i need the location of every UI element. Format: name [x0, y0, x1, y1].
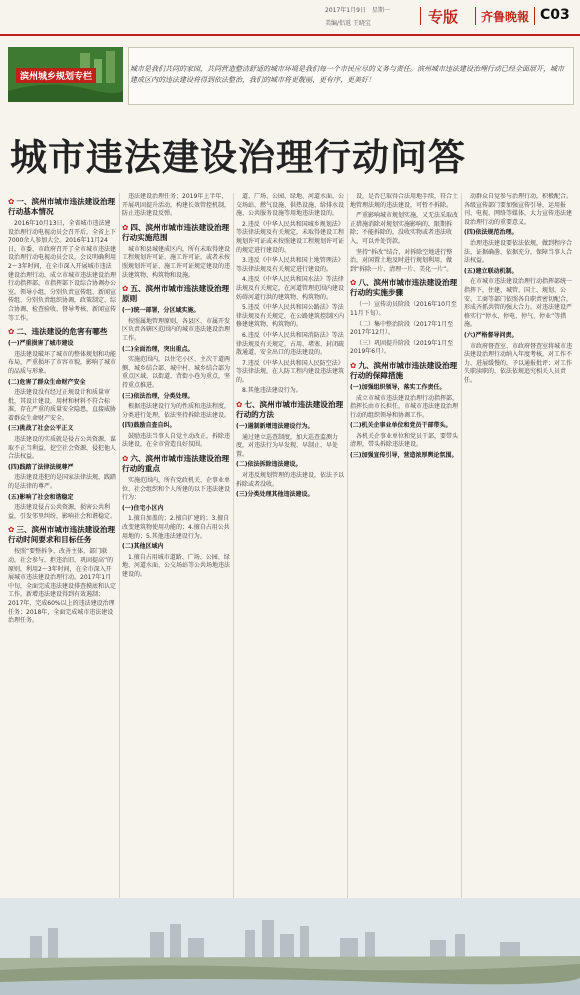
subheading: (四)践踏了法律法规尊严: [8, 463, 74, 471]
paragraph: （二）集中整治阶段（2017年1月至2017年12月）。: [350, 320, 454, 337]
paragraph: 城市和县城建成区内，所有未取得建设工程规划许可证、施工许可证，或者未按照规划许可证、施工许可证规定建设的违法建筑物、构筑物和设施。: [122, 245, 230, 279]
paragraph: 3.违反《中华人民共和国土地管理法》等法律法规及有关规定进行建设的。: [236, 257, 344, 273]
flower-bullet-icon: ✿: [122, 454, 129, 464]
section-heading: [236, 400, 344, 420]
section-heading: [122, 454, 230, 474]
paragraph: 设，是否已取得合法用地手续，符合土地管理法规的违法建设，可暂不拆除。: [350, 193, 458, 209]
article-column-5: [464, 193, 572, 898]
paragraph: 8.其他违法建设行为。: [242, 387, 302, 395]
skyline-graphic: [0, 898, 580, 995]
subheading: (一)统一部署，分区域实施。: [122, 307, 200, 315]
section-heading-text: 三、滨州市城市违法建设治理行动时间要求和目标任务: [8, 525, 116, 545]
flower-bullet-icon: ✿: [8, 327, 15, 337]
flower-bullet-icon: ✿: [122, 222, 129, 232]
editor-credit: 美编/侣返 王晓宝: [325, 20, 371, 27]
section-heading: [8, 525, 116, 545]
section-heading: [350, 361, 458, 381]
column-rule: [233, 193, 234, 898]
paragraph: 违法建设治理任务；2019年上半年，开展巩固提升活动，构建长效管控机制，防止违法建设反弹。: [122, 193, 230, 218]
paragraph: 违法建设侵占公共资源，损害公共利益，引发邻里纠纷，影响社会和谐稳定。: [8, 504, 116, 520]
paragraph: 1.擅自加盖的；2.擅自扩建的；3.擅自改变建筑物使用功能的；4.擅自占用公共用地的；5.其他违法建设行为。: [122, 515, 230, 540]
subheading: (六)严格督导问责。: [464, 331, 518, 339]
subheading: (四)鼓励自查自纠。: [122, 422, 176, 430]
paragraph: 道、广场、公园、绿地、河道水面、公交场站、燃气设施、供热设施、给排水设施、公共服务设施等用地违法建设的。: [236, 193, 344, 218]
column-banner: [8, 47, 123, 102]
flower-bullet-icon: ✿: [350, 360, 357, 370]
paragraph: 对违反规划管理的违法建设，依法予以拆除或者没收。: [236, 472, 344, 488]
paragraph: 动群众自觉参与治理行动，积极配合。各级宣传部门要加强宣传引导，运用报刊、电视、网络等媒体，大力宣传违法建设治理行动的重要意义。: [464, 193, 572, 226]
paragraph: 在市城市违法建设治理行动指挥部统一指挥下，住建、城管、国土、规划、公安、工商等部门依照各自职责密切配合，形成齐抓共管的强大合力。对违法建设严格实行“停水、停电、停气、停业”等措施。: [464, 278, 572, 329]
subheading: (三)依法治理，分类处理。: [122, 392, 194, 400]
subheading: (三)加强宣传引导，营造浓厚舆论氛围。: [350, 452, 458, 460]
section-heading-text: 四、滨州市城市违法建设治理行动实施范围: [122, 222, 230, 242]
section-heading: [122, 223, 230, 243]
subheading: (三)分类处理其他违法建设。: [236, 491, 314, 499]
subheading: (二)其他区域内: [122, 543, 164, 551]
section-heading: [122, 284, 230, 304]
section-label: 专版: [428, 8, 459, 26]
section-heading: [8, 327, 116, 337]
column-title: 滨州城乡规划专栏: [16, 68, 96, 83]
paragraph: 实施范围内，以住宅小区、主次干道两侧、城乡结合部、城中村、城乡结合部为重点区域，以街道、背街小巷为重点，坚持重点推进。: [122, 356, 230, 389]
subheading: (一)严重损害了城市建设: [8, 340, 74, 348]
paragraph: 根据违法建设行为的性质和违法程度，分类进行处理，依法坚持拆除违法建设。: [122, 403, 230, 419]
paragraph: 7.违反《中华人民共和国人民防空法》等法律法规，在人防工程内建设违法建筑的。: [236, 359, 344, 384]
subheading: (二)危害了群众生命财产安全: [8, 378, 86, 386]
paragraph: 违法建设破坏了城市的整体规划和功能布局，严重损坏了市容市貌，影响了城市的品质与形象。: [8, 350, 116, 375]
article-column-3: [236, 193, 344, 898]
paragraph: 各机关企事业单位和党员干部，要带头清理，带头拆除违法建设。: [350, 432, 458, 449]
masthead: [0, 0, 580, 36]
paragraph: 通过建立巡查制度，加大巡查监测力度，对违法行为早发现、早制止、早处置。: [236, 433, 339, 458]
section-heading: [8, 197, 116, 217]
flower-bullet-icon: ✿: [8, 525, 15, 535]
intro-text: 城市是我们共同的家园，共同营造整洁舒适的城市环境是我们每一个市民应尽的义务与责任。滨州城市违法建设治理行动已经全面展开，城市建成区内的违法建设将得到依法整治，我们的城市将更靓丽、更有序、更美好！: [130, 65, 564, 84]
paragraph: 6.违反《中华人民共和国消防法》等法律法规及有关规定，占用、堵塞、封闭疏散通道、安全出口的违法建设的。: [236, 331, 344, 357]
paragraph: 2016年10月13日，全省城市违法建设治理行动电视动员会召开后，全省上下7000余人参加大会。2016年11月24日，市委、市政府召开了全市城市违法建设治理行动电视动员会议，会议明确利用2～3年时间，在全市深入开展城市违法建设治理行动，成立市城市违法建设治理行动指挥部，市指挥部下设综合协调办公室。领导小组，分别负责宣传组、新闻宣传组、分别负责组织协调，政策制定、综合协调、检查验收、督导考核、新闻宣传等工作。: [8, 220, 116, 322]
subheading: (二)机关企事业单位和党员干部带头。: [350, 422, 452, 430]
paragraph: 1.擅自占用城市道路、广场、公园、绿地、河道水面、公交场站等公共场地违法建设的。: [122, 553, 230, 578]
masthead-divider: [475, 7, 476, 25]
article-column-2: [122, 193, 230, 898]
masthead-divider: [534, 7, 535, 25]
flower-bullet-icon: ✿: [236, 400, 243, 410]
paragraph: 严重影响城市规划实施，又无法采取改正措施消除对规划实施影响的，限期拆除；不能拆除的，没收实物或者违法收入，可以并处罚款。: [350, 212, 458, 245]
section-heading-text: 七、滨州市城市违法建设治理行动的方法: [236, 400, 344, 420]
article-column-1: [8, 193, 116, 898]
column-rule: [461, 193, 462, 898]
paragraph: 违法建设违犯的是国家法律法规，践踏的是法律的尊严。: [8, 474, 116, 491]
paragraph: 2.违反《中华人民共和国城乡规划法》等法律法规及有关规定，未取得建设工程规划许可证或未按照建设工程规划许可证的规定进行建设的。: [236, 220, 344, 254]
column-rule: [347, 193, 348, 898]
paragraph: 实施范围内，所有党政机关、企事业单位、社会组织和个人所建的以下违法建设行为：: [122, 477, 230, 502]
section-heading-text: 九、滨州市城市违法建设治理行动的保障措施: [350, 360, 458, 380]
section-heading-text: 一、滨州市城市违法建设治理行动基本情况: [8, 197, 116, 216]
paragraph: 4.违反《中华人民共和国水法》等法律法规及有关规定，在河道管理范围内建设妨碍河道行洪的建筑物、构筑物的。: [236, 276, 344, 301]
article-column-4: [350, 193, 458, 898]
flower-bullet-icon: ✿: [8, 197, 15, 206]
page-number: C03: [540, 7, 570, 23]
subheading: (二)全面治理，突出重点。: [122, 345, 194, 353]
paragraph: 市政府督查室、市政府督查室将城市违法建设治理行动纳入年度考核，对工作不力、进展缓慢的，予以通报批评；对工作失职渎职的，依法依规追究相关人员责任。: [464, 342, 572, 384]
subheading: (一)遏制新增违法建设行为。: [236, 423, 314, 431]
paragraph: 鼓励违法当事人自觉主动改正，拆除违法建设，在全市营造良好氛围。: [122, 432, 230, 449]
subheading: (四)依法规范治理。: [464, 229, 518, 237]
paragraph: 治理违法建设要依法依规，做到程序合法、证据确凿、依据充分，保障当事人合法权益。: [464, 239, 572, 265]
paragraph: 按照“要整拆争，改善主体，部门联动，社会参与，拒违治旧，巩固提高”的原则，利用2～3年时间，在全市深入开展城市违法建设治理行动。2017年1月中旬，全面完成违法建设排查摸底和认定工作，新增违法建设得到有效遏制；2017年，完成60%以上的违法建设治理任务；2018年，全面完成城市违法建设治理任务。: [8, 548, 116, 625]
city-skyline-photo: [0, 898, 580, 995]
paragraph: 按照属地管理原则，各县区、市属开发区负责各辖区范围内的城市违法建设治理工作。: [122, 317, 230, 342]
subheading: (一)加强组织领导，落实工作责任。: [350, 383, 446, 391]
paragraph: （一）宣传动员阶段（2016年10月至11月下旬）。: [350, 301, 457, 317]
masthead-divider: [420, 7, 421, 25]
column-rule: [119, 193, 120, 898]
paragraph: 违法建设的实质就是侵占公共资源，谋取不正当利益，挖空社会资源，侵犯他人合法权益。: [8, 436, 116, 461]
paragraph: 违法建设没有经过正规设计和质量审批，其设计建设，用材和材料不符合标准，存在严重的质量安全隐患，直接威胁着群众生命财产安全。: [8, 389, 116, 422]
section-heading-text: 六、滨州市城市违法建设治理行动的重点: [122, 454, 230, 474]
paragraph: 坚持“拆改”结合，对拆除空地进行整治，对闲置土地及时进行规划利用，做到“拆除一片、清理一片、美化一片”。: [350, 248, 453, 273]
subheading: (五)影响了社会和谐稳定: [8, 493, 74, 501]
flower-bullet-icon: ✿: [122, 284, 129, 294]
issue-date: 2017年1月9日 星期一: [325, 7, 390, 14]
newspaper-logo: 齐鲁晚報: [481, 10, 530, 24]
subheading: (五)建立联动机制。: [464, 267, 518, 275]
paragraph: 5.违反《中华人民共和国公路法》等法律法规及有关规定，在公路建筑控制区内修建建筑物、构筑物的。: [236, 304, 344, 329]
section-heading: [350, 278, 458, 298]
section-heading-text: 五、滨州市城市违法建设治理原则: [122, 284, 230, 304]
headline: 城市违法建设治理行动问答: [10, 136, 466, 179]
subheading: (一)住宅小区内: [122, 504, 164, 512]
section-heading-text: 二、违法建设的危害有哪些: [16, 327, 108, 337]
subheading: (二)依法拆除违法建设。: [236, 461, 302, 469]
section-heading-text: 八、滨州市城市违法建设治理行动的实施步骤: [350, 278, 458, 298]
subheading: (三)挑战了社会公平正义: [8, 425, 74, 433]
paragraph: （三）巩固提升阶段（2019年1月至2019年6月）。: [350, 339, 454, 356]
paragraph: 成立市城市违法建设治理行动指挥部，指挥长由市长担任，市城市违法建设治理行动的组织领导和协调工作。: [350, 394, 458, 419]
flower-bullet-icon: ✿: [350, 278, 357, 288]
